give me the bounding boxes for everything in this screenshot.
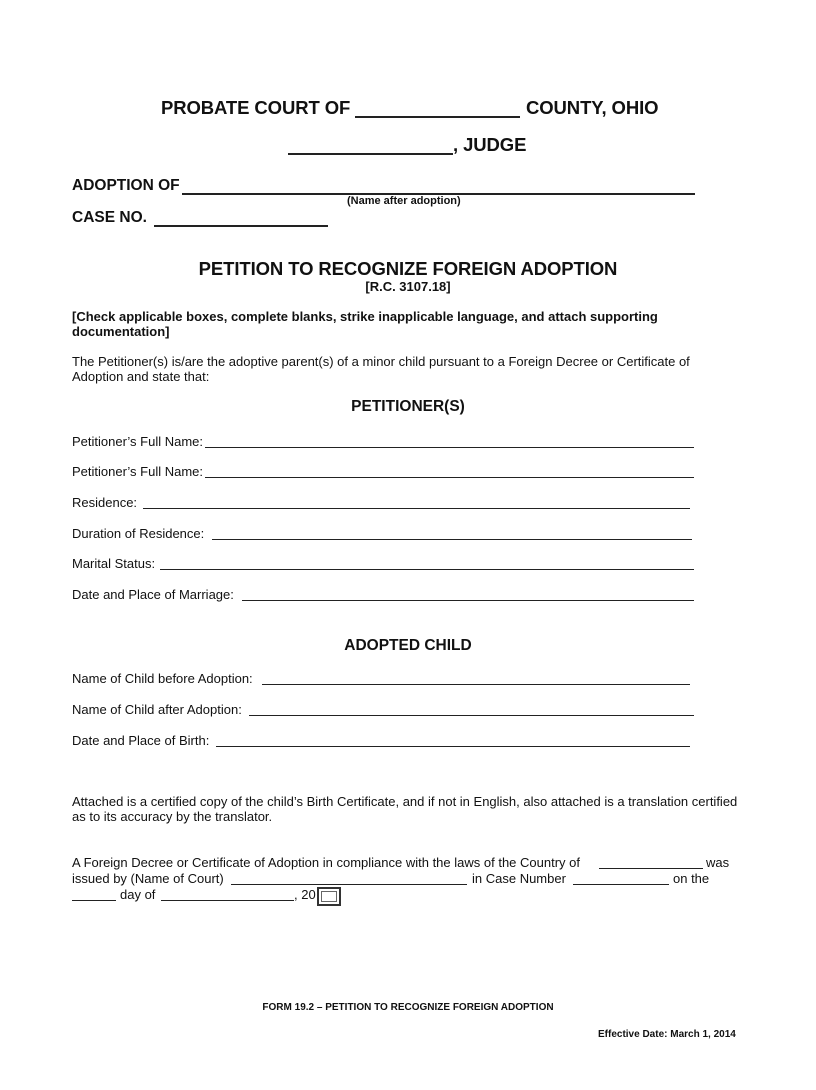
petitioner-1-name-field[interactable] xyxy=(205,447,694,448)
child-name-after-label: Name of Child after Adoption: xyxy=(72,702,242,717)
day-field[interactable] xyxy=(72,900,116,901)
petitioner-2-name-label: Petitioner’s Full Name: xyxy=(72,464,204,479)
attached-line-2: as to its accuracy by the translator. xyxy=(72,809,273,824)
duration-of-residence-field[interactable] xyxy=(212,539,692,540)
instructions-line-2: documentation] xyxy=(72,324,170,339)
statute-reference: [R.C. 3107.18] xyxy=(365,279,451,294)
decree-line-3-end: , 20 xyxy=(294,887,316,902)
year-checkbox[interactable] xyxy=(317,887,341,906)
country-field[interactable] xyxy=(599,868,703,869)
effective-date: Effective Date: March 1, 2014 xyxy=(598,1029,736,1040)
child-name-after-field[interactable] xyxy=(249,715,694,716)
court-name-field[interactable] xyxy=(231,884,467,885)
adoption-of-label: ADOPTION OF xyxy=(72,177,180,194)
court-suffix: COUNTY, OHIO xyxy=(526,97,659,118)
adoption-of-caption: (Name after adoption) xyxy=(347,195,461,207)
petitioner-1-name-label: Petitioner’s Full Name: xyxy=(72,434,204,449)
case-no-blank[interactable] xyxy=(154,225,328,227)
county-name-blank[interactable] xyxy=(355,116,520,118)
judge-name-blank[interactable] xyxy=(288,153,453,155)
court-prefix: PROBATE COURT OF xyxy=(161,97,351,118)
marriage-date-place-field[interactable] xyxy=(242,600,694,601)
case-number-field[interactable] xyxy=(573,884,669,885)
case-no-label: CASE NO. xyxy=(72,209,147,226)
decree-line-3-mid: day of xyxy=(120,887,156,902)
marital-status-label: Marital Status: xyxy=(72,556,156,571)
instructions-line-1: [Check applicable boxes, complete blanks, strike inapplicable language, and attach supporting xyxy=(72,309,658,324)
intro-line-2: Adoption and state that: xyxy=(72,369,210,384)
residence-label: Residence: xyxy=(72,495,138,510)
marriage-date-place-label: Date and Place of Marriage: xyxy=(72,587,234,602)
intro-line-1: The Petitioner(s) is/are the adoptive parent(s) of a minor child pursuant to a Foreign Decree or Certificate of xyxy=(72,354,690,369)
decree-line-2-end: on the xyxy=(673,871,710,886)
birth-date-place-field[interactable] xyxy=(216,746,690,747)
petitioners-heading: PETITIONER(S) xyxy=(351,398,465,415)
decree-line-1-end: was xyxy=(706,855,730,870)
attached-line-1: Attached is a certified copy of the child’s Birth Certificate, and if not in English, also attached is a translation certified xyxy=(72,794,738,809)
birth-date-place-label: Date and Place of Birth: xyxy=(72,733,210,748)
adopted-child-heading: ADOPTED CHILD xyxy=(344,637,472,654)
decree-line-1-text: A Foreign Decree or Certificate of Adoption in compliance with the laws of the Country of xyxy=(72,855,580,870)
petitioner-2-name-field[interactable] xyxy=(205,477,694,478)
child-name-before-field[interactable] xyxy=(262,684,690,685)
marital-status-field[interactable] xyxy=(160,569,694,570)
month-field[interactable] xyxy=(161,900,294,901)
judge-label: , JUDGE xyxy=(453,134,527,155)
duration-of-residence-label: Duration of Residence: xyxy=(72,526,205,541)
residence-field[interactable] xyxy=(143,508,690,509)
child-name-before-label: Name of Child before Adoption: xyxy=(72,671,253,686)
decree-line-2-text: issued by (Name of Court) xyxy=(72,871,224,886)
decree-line-2-mid: in Case Number xyxy=(472,871,566,886)
form-footer: FORM 19.2 – PETITION TO RECOGNIZE FOREIGN ADOPTION xyxy=(262,1002,554,1013)
page-title: PETITION TO RECOGNIZE FOREIGN ADOPTION xyxy=(198,258,618,279)
